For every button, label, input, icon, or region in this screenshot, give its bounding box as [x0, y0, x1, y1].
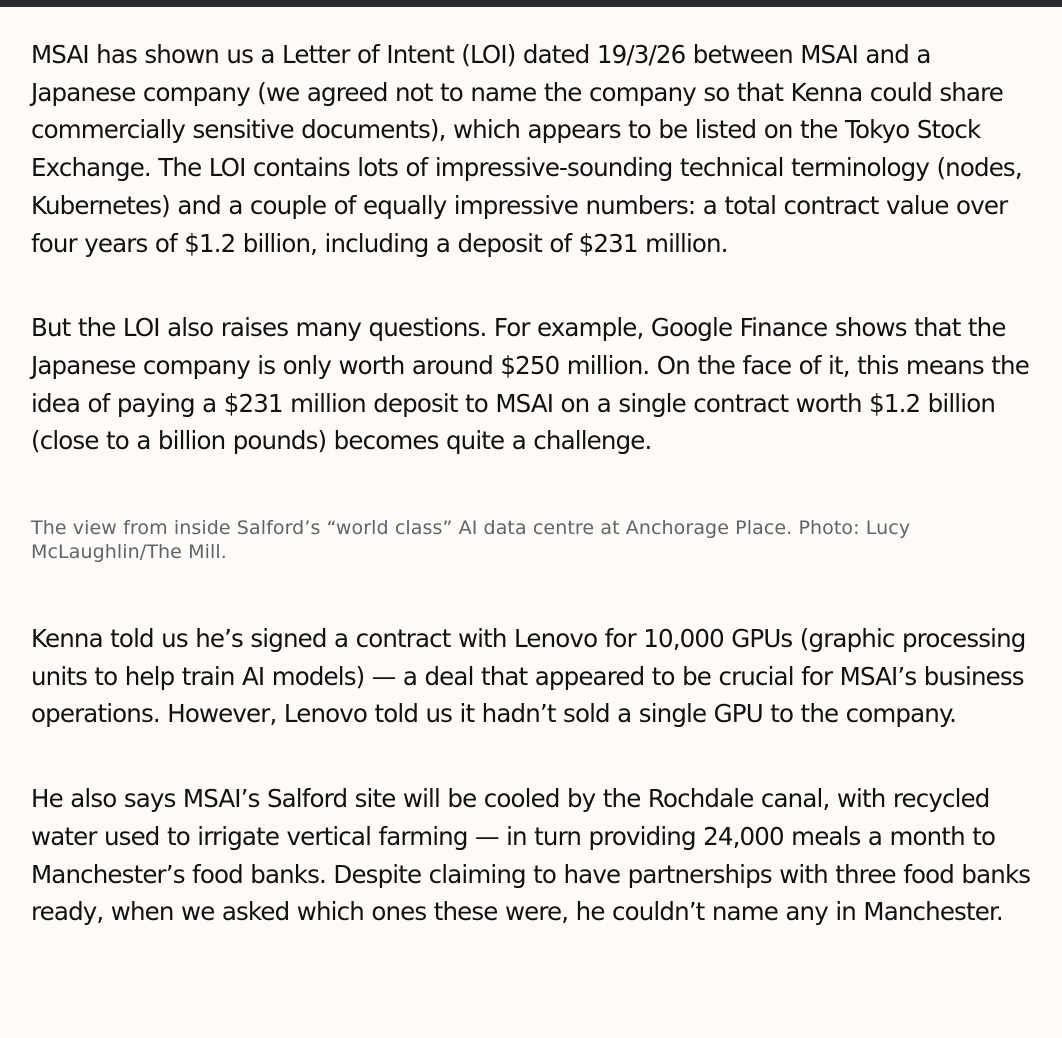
article-paragraph: But the LOI also raises many questions. For example, Google Finance shows that the Japanese company is only worth around $250 million. On the face of it, this means the idea of paying a $231 million deposit to MSAI on a single contract worth $1.2 billion (close to a billion pounds) becomes quite a challenge. — [31, 313, 1029, 456]
article-body — [31, 36, 1031, 931]
article-paragraph: MSAI has shown us a Letter of Intent (LOI) dated 19/3/26 between MSAI and a Japanese company (we agreed not to name the company so that Kenna could share commercially sensitive documents), which appears to be listed on the Tokyo Stock Exchange. The LOI contains lots of impressive-sounding technical terminology (nodes, Kubernetes) and a couple of equally impressive numbers: a total contract value over four years of $1.2 billion, including a deposit of $231 million. — [31, 40, 1022, 258]
image-caption: The view from inside Salford’s “world class” AI data centre at Anchorage Place. Photo: Lucy McLaughlin/The Mill. — [31, 517, 911, 564]
article-paragraph: Kenna told us he’s signed a contract with Lenovo for 10,000 GPUs (graphic processing units to help train AI models) — a deal that appeared to be crucial for MSAI’s business operations. However, Lenovo told us it hadn’t sold a single GPU to the company. — [31, 624, 1026, 729]
top-bar — [0, 0, 1062, 7]
article-paragraph: He also says MSAI’s Salford site will be cooled by the Rochdale canal, with recycled water used to irrigate vertical farming — in turn providing 24,000 meals a month to Manchester’s food banks. Despite claiming to have partnerships with three food banks ready, when we asked which ones these were, he couldn’t name any in Manchester. — [31, 784, 1031, 927]
